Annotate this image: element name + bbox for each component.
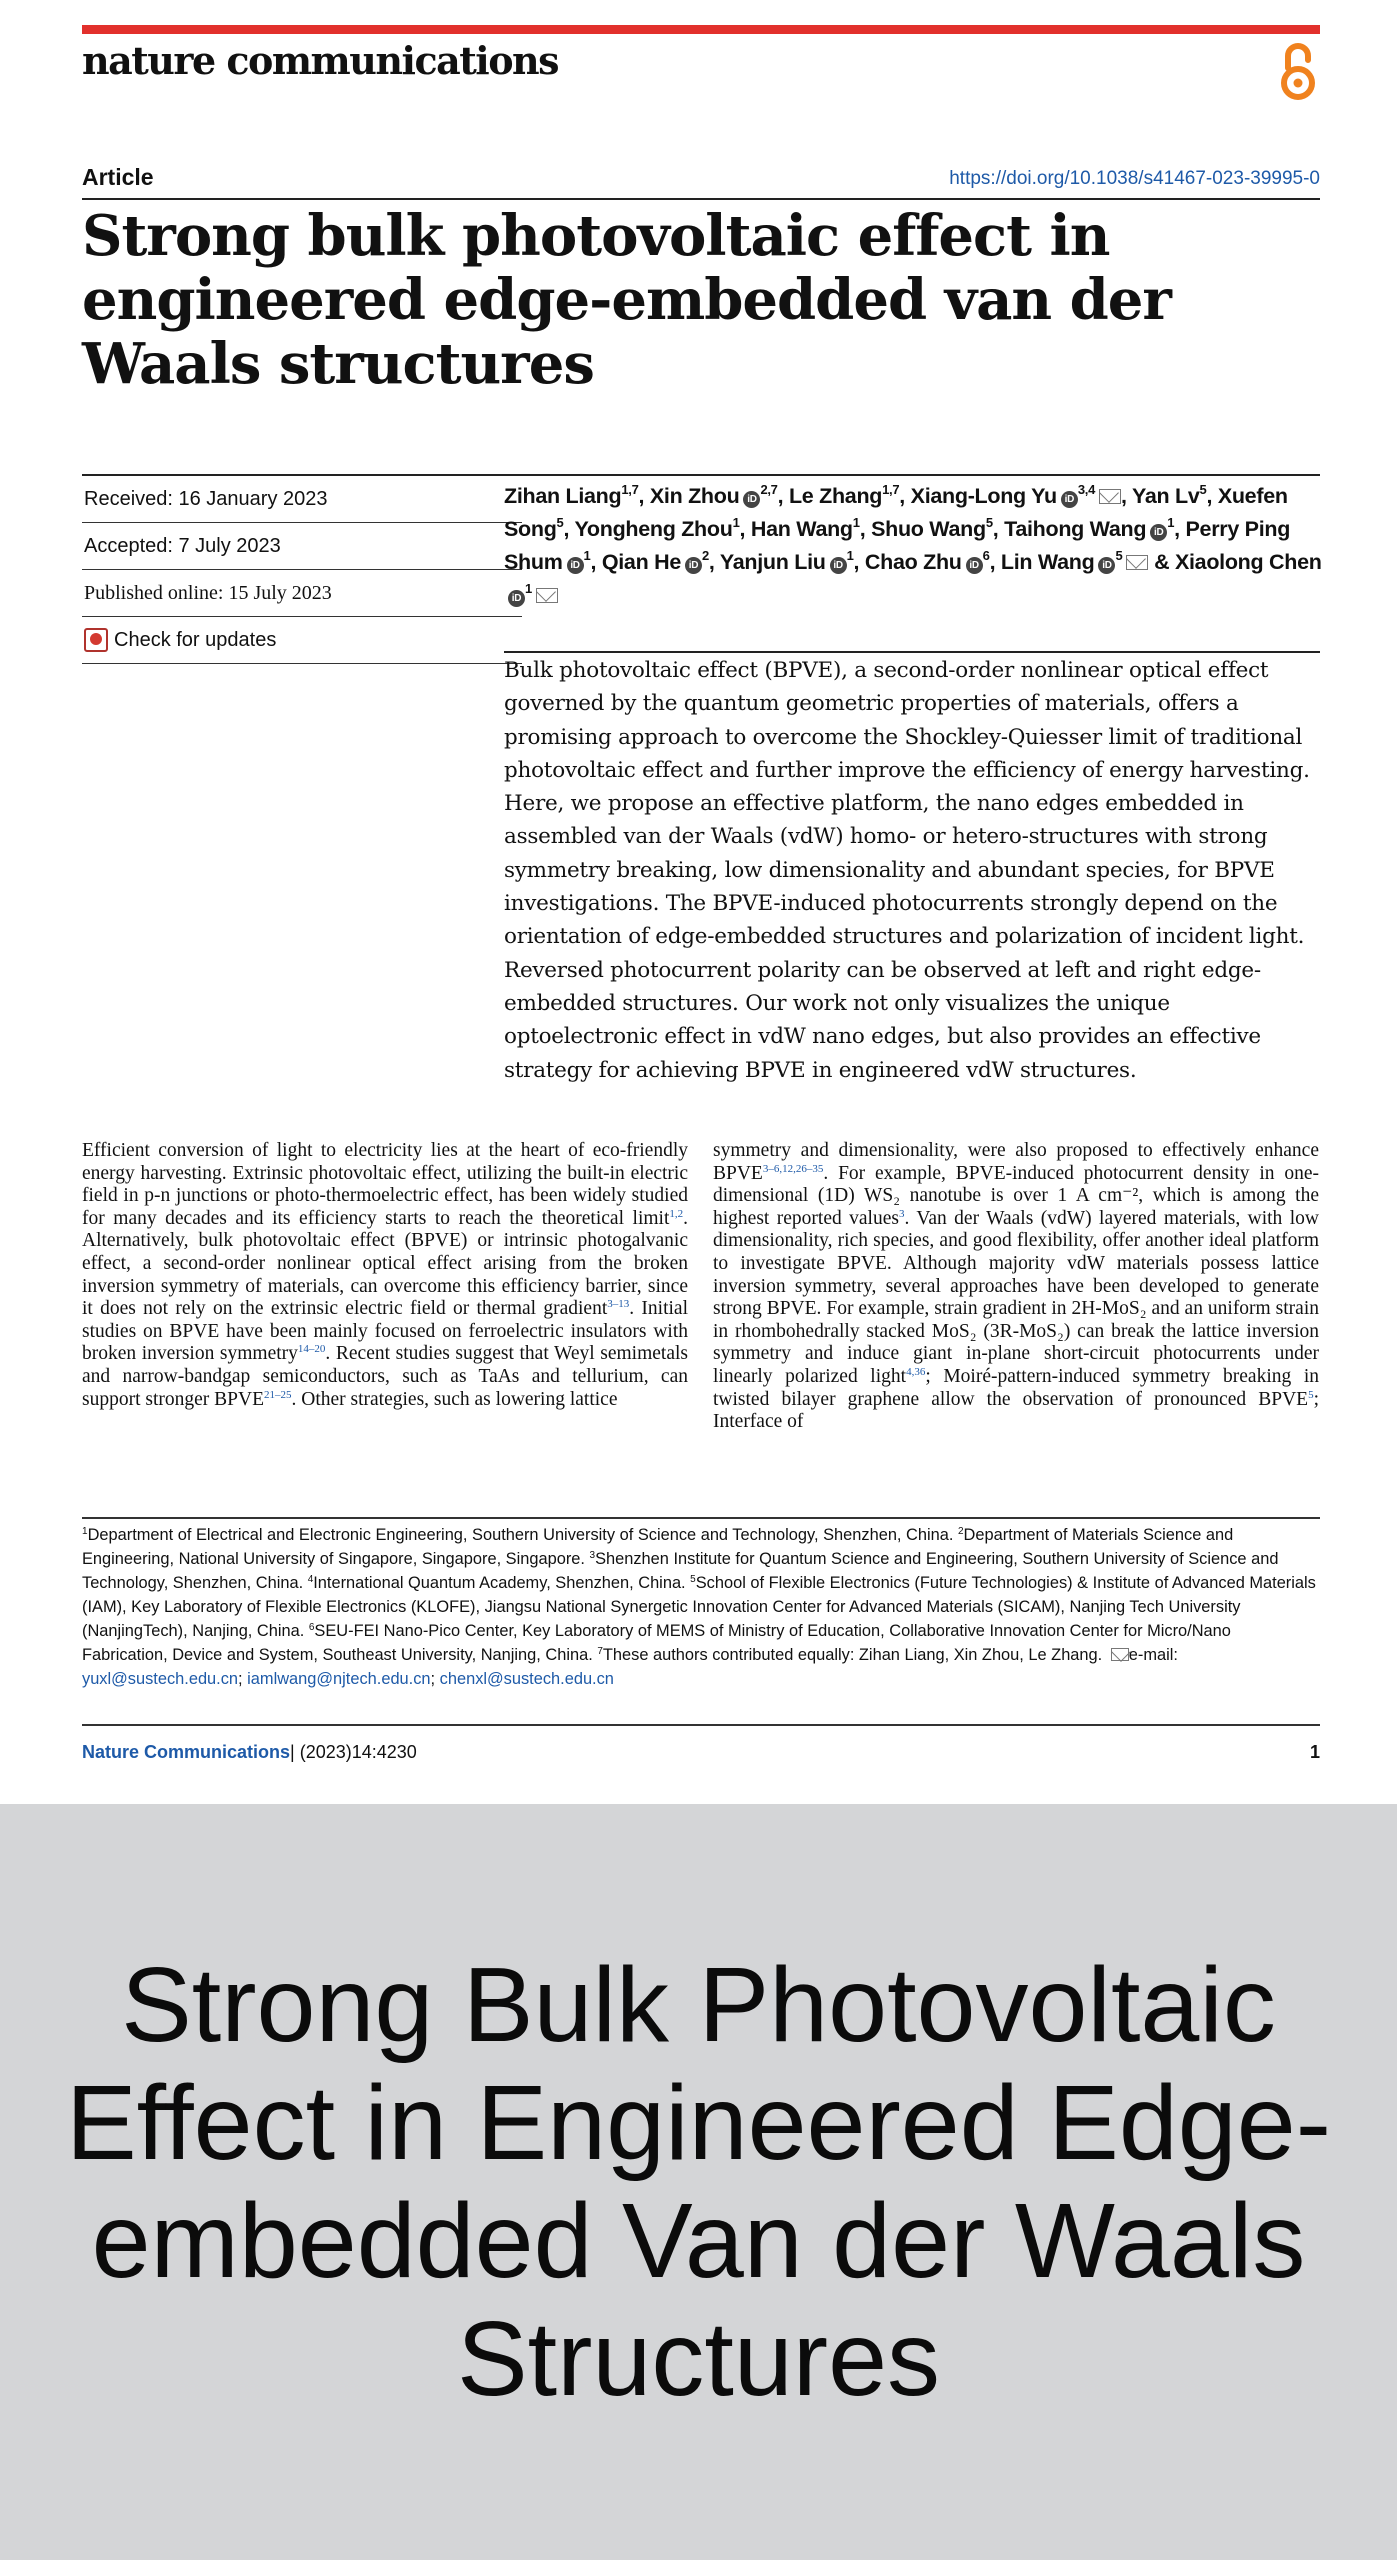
affiliation-text: SEU-FEI Nano-Pico Center, Key Laboratory of MEMS of Ministry of Education, Collaborative Innovation Center for Micro/Nano Fabrication, Device and System, Southeast University, Nanjing, China.	[82, 1622, 1231, 1664]
orcid-icon[interactable]: iD	[830, 557, 847, 574]
author-name: Xiang-Long Yu	[910, 484, 1057, 508]
affiliation-text: International Quantum Academy, Shenzhen, China.	[313, 1574, 691, 1592]
author-list: Zihan Liang$^{1,7}$, Xin Zhou iD$^{2,7}$, Le Zhang$^{1,7}$, Xiang-Long Yu iD$^{3,4}$ , Yan Lv$^5$, Xuefen Song$^5$, Yongheng Zhou$^1$, Han Wang$^1$, Shuo Wang$^5$, Taihong Wang $iD^1$, Perry Ping Shum $iD^1$, Qian He $iD^2$, Yanjun Liu $iD^1$, Chao Zhu $iD^6$, Lin Wang $iD^5$ & Xiaolong CheniD$^1$	[504, 480, 1334, 612]
author[interactable]	[650, 484, 778, 508]
author-name: Yongheng Zhou	[574, 517, 733, 541]
citation-ref[interactable]: 5	[1308, 1388, 1314, 1401]
affiliation-number: 4	[307, 1574, 314, 1585]
author-affiliation: 3,4	[1077, 482, 1096, 497]
email-link[interactable]: iamlwang@njtech.edu.cn	[247, 1670, 431, 1688]
affiliation-number: 1	[82, 1526, 88, 1537]
caption-panel	[0, 1804, 1397, 2560]
body-text: . Initial studies on BPVE have been mainly focused on ferroelectric insulators with broken inversion symmetry	[82, 1298, 688, 1365]
author-affiliation: 2,7	[760, 482, 778, 497]
author-name: Xin Zhou	[649, 484, 740, 508]
affiliation-text: Shenzhen Institute for Quantum Science and Engineering, Southern University of Science and Technology, Shenzhen, China.	[82, 1550, 1279, 1592]
orcid-icon[interactable]: iD	[567, 557, 584, 574]
accepted-date: Accepted: 7 July 2023	[82, 523, 522, 570]
email-link[interactable]: yuxl@sustech.edu.cn	[82, 1670, 239, 1688]
author-name: Lin Wang	[1000, 550, 1095, 574]
doi-link[interactable]: https://doi.org/10.1038/s41467-023-39995-0	[949, 168, 1320, 189]
affiliation-number: 5	[690, 1574, 696, 1585]
body-text: . Van der Waals (vdW) layered materials, with low dimensionality, rich species, and good flexibility, offer another ideal platform to investigate BPVE. Although majority vdW materials possess lattice inversion symmetry, several approaches have been developed to generate strong BPVE. For example, strain gradient in 2H-MoS₂ and an uniform strain in rhombohedrally stacked MoS₂ (3R-MoS₂) can break the lattice inversion symmetry and induce giant in-plane short-circuit photocurrents under linearly polarized light	[713, 1207, 1319, 1387]
affiliations: $^1$Department of Electrical and Electronic Engineering, Southern University of Science and Technology, Shenzhen, China. $^2$Department of Materials Science and Engineering, National University of Singapore, Singapore, Singapore. $^3$Shenzhen Institute for Quantum Science and Engineering, Southern University of Science and Technology, Shenzhen, China. $^4$International Quantum Academy, Shenzhen, China. $^5$School of Flexible Electronics (Future Technologies) & Institute of Advanced Materials (IAM), Key Laboratory of Flexible Electronics (KLOFE), Jiangsu National Synergetic Innovation Center for Advanced Materials (SICAM), Nanjing Tech University (NanjingTech), Nanjing, China. $^6$SEU-FEI Nano-Pico Center, Key Laboratory of MEMS of Ministry of Education, Collaborative Innovation Center for Micro/Nano Fabrication, Device and System, Southeast University, Nanjing, China. $^7$These authors contributed equally: Zihan Liang, Xin Zhou, Le Zhang. e-mail: yuxl@sustech.edu.cn; iamlwang@njtech.edu.cn; chenxl@sustech.edu.cn	[82, 1526, 1316, 1688]
author[interactable]	[1004, 517, 1174, 541]
body-text: . Recent studies suggest that Weyl semimetals and narrow-bandgap semiconductors, such as TaAs and tellurium, can support stronger BPVE	[82, 1343, 688, 1410]
author-affiliation: 5	[556, 515, 564, 530]
author-name: Zihan Liang	[504, 484, 622, 508]
orcid-icon[interactable]: iD	[1150, 524, 1167, 541]
body-text: . Other strategies, such as lowering lattice	[291, 1388, 618, 1410]
author[interactable]	[1132, 484, 1206, 508]
author-affiliation: 1	[852, 515, 860, 530]
email-link[interactable]: chenxl@sustech.edu.cn	[439, 1670, 614, 1688]
author-name: Chao Zhu	[864, 550, 962, 574]
journal-accent-bar	[82, 25, 1320, 34]
citation-ref[interactable]: 3–6,12,26–35	[762, 1162, 824, 1175]
author-affiliation: 5	[985, 515, 993, 530]
header-divider	[82, 198, 1320, 200]
affiliation-number: 6	[308, 1622, 315, 1633]
author-name: Perry Ping Shum	[504, 517, 1291, 574]
mail-icon[interactable]	[1099, 489, 1121, 504]
author-affiliation: 1,7	[621, 482, 639, 497]
author-affiliation: 1	[846, 548, 854, 563]
mail-icon	[1111, 1648, 1129, 1661]
citation-ref[interactable]: 3	[898, 1207, 905, 1220]
article-title: Strong bulk photovoltaic effect in engineered edge-embedded van der Waals structures	[82, 203, 1171, 397]
email-label: e-mail:	[1128, 1646, 1178, 1664]
author-affiliation: 1	[583, 548, 591, 563]
author-affiliation: 6	[982, 548, 990, 563]
citation-ref[interactable]: 1,2	[669, 1207, 684, 1220]
page-number: 1	[1309, 1742, 1320, 1762]
orcid-icon[interactable]: iD	[966, 557, 983, 574]
author-affiliation: 2	[701, 548, 709, 563]
orcid-icon[interactable]: iD	[743, 491, 760, 508]
mail-icon[interactable]	[536, 588, 558, 603]
author-name: Le Zhang	[788, 484, 883, 508]
body-text: symmetry and dimensionality, were also proposed to effectively enhance BPVE	[713, 1140, 1319, 1184]
orcid-icon[interactable]: iD	[1061, 491, 1078, 508]
author[interactable]	[504, 484, 639, 508]
author-name: Han Wang	[750, 517, 853, 541]
author[interactable]	[911, 484, 1121, 508]
affiliation-number: 2	[957, 1526, 964, 1537]
caption-title: Strong Bulk Photovoltaic Effect in Engineered Edge-embedded Van der Waals Structures	[65, 1946, 1331, 2418]
author-affiliation: 1	[1167, 515, 1175, 530]
body-text: Efficient conversion of light to electricity lies at the heart of eco-friendly energy harvesting. Extrinsic photovoltaic effect, utilizing the built-in electric field in p-n junctions or photo-thermoelectric effect, has been widely studied for many decades and its efficiency starts to reach the theoretical limit	[82, 1140, 688, 1229]
citation-ref[interactable]: 21–25	[264, 1388, 292, 1401]
author-name: Shuo Wang	[871, 517, 986, 541]
body-text: ; Moiré-pattern-induced symmetry breaking in twisted bilayer graphene allow the observation of pronounced BPVE	[713, 1365, 1320, 1410]
abstract-divider	[504, 651, 1320, 653]
author-affiliation: 1	[732, 515, 740, 530]
footer-journal[interactable]: Nature Communications	[82, 1742, 291, 1762]
received-date: Received: 16 January 2023	[82, 476, 522, 523]
body-text: . For example, BPVE-induced photocurrent density in one-dimensional (1D) WS₂ nanotube is over 1 A cm⁻², which is among the highest reported values	[713, 1162, 1319, 1229]
author-name: Yan Lv	[1132, 484, 1200, 508]
affiliations-divider	[82, 1517, 1320, 1519]
affiliation-text: School of Flexible Electronics (Future Technologies) & Institute of Advanced Materials (IAM), Key Laboratory of Flexible Electronics (KLOFE), Jiangsu National Synergetic Innovation Center for Advanced Materials (SICAM), Nanjing Tech University (NanjingTech), Nanjing, China.	[82, 1574, 1316, 1640]
author-affiliation: 1,7	[882, 482, 900, 497]
orcid-icon[interactable]: iD	[685, 557, 702, 574]
citation-ref[interactable]: 3–13	[607, 1298, 630, 1311]
author[interactable]	[574, 517, 739, 541]
affiliation-text: Department of Electrical and Electronic Engineering, Southern University of Science and Technology, Shenzhen, China.	[87, 1526, 958, 1544]
citation-ref[interactable]: 4,36	[906, 1365, 926, 1378]
footer-volume: | (2023)14:4230	[290, 1742, 417, 1762]
author[interactable]	[865, 550, 990, 574]
affiliation-number: 7	[597, 1646, 603, 1657]
dates-panel	[82, 476, 522, 664]
author-name: Taihong Wang	[1004, 517, 1147, 541]
author-name: Qian He	[601, 550, 681, 574]
open-access-icon[interactable]	[1276, 40, 1320, 102]
affiliation-text: Department of Materials Science and Engineering, National University of Singapore, Singapore, Singapore.	[82, 1526, 1234, 1568]
author[interactable]	[751, 517, 860, 541]
author-name: Xiaolong Chen	[1174, 550, 1322, 574]
mail-icon[interactable]	[1126, 555, 1148, 570]
orcid-icon[interactable]: iD	[1098, 557, 1115, 574]
author[interactable]	[720, 550, 854, 574]
body-column-right	[713, 1140, 1319, 1434]
affiliation-text: These authors contributed equally: Zihan Liang, Xin Zhou, Le Zhang.	[602, 1646, 1107, 1664]
author-affiliation: 5	[1115, 548, 1123, 563]
published-date: Published online: 15 July 2023	[82, 570, 522, 617]
check-updates-label: Check for updates	[114, 628, 277, 651]
body-text: ; Interface of	[713, 1388, 1319, 1433]
journal-name[interactable]: nature communications	[82, 38, 559, 83]
citation-ref[interactable]: 14–20	[297, 1343, 326, 1356]
author-affiliation: 1	[525, 581, 532, 596]
author-affiliation: 5	[1199, 482, 1207, 497]
author[interactable]	[789, 484, 899, 508]
author-name: Yanjun Liu	[719, 550, 826, 574]
orcid-icon[interactable]: iD	[508, 590, 525, 607]
affiliation-number: 3	[589, 1550, 596, 1561]
footer-citation	[82, 1742, 417, 1763]
author-name: Xuefen Song	[504, 484, 1288, 541]
footer-divider	[82, 1724, 1320, 1726]
abstract: Bulk photovoltaic effect (BPVE), a second-order nonlinear optical effect governed by the quantum geometric properties of materials, offers a promising approach to overcome the Shockley-Quiesser limit of traditional photovoltaic effect and further improve the efficiency of energy harvesting. Here, we propose an effective platform, the nano edges embedded in assembled van der Waals (vdW) homo- or hetero-structures with strong symmetry breaking, low dimensionality and abundant species, for BPVE investigations. The BPVE-induced photocurrents strongly depend on the orientation of edge-embedded structures and polarization of incident light. Reversed photocurrent polarity can be observed at left and right edge-embedded structures. Our work not only visualizes the unique optoelectronic effect in vdW nano edges, but also provides an effective strategy for achieving BPVE in engineered vdW structures.	[504, 658, 1310, 1083]
author[interactable]	[871, 517, 993, 541]
body-column-left	[82, 1140, 688, 1411]
check-updates-icon	[84, 628, 108, 652]
author[interactable]	[1001, 550, 1148, 574]
body-text: . Alternatively, bulk photovoltaic effect (BPVE) or intrinsic photogalvanic effect, a second-order nonlinear optical effect arising from the broken inversion symmetry of materials, can overcome this efficiency barrier, since it does not rely on the extrinsic electric field or thermal gradient	[82, 1207, 688, 1320]
check-updates-button[interactable]	[82, 617, 522, 664]
article-type: Article	[82, 164, 154, 190]
author[interactable]	[602, 550, 709, 574]
